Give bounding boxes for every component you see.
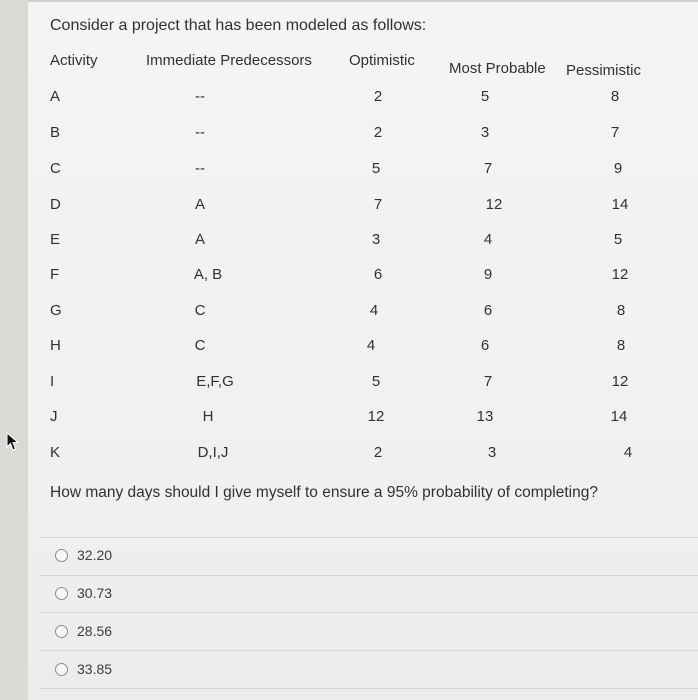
optimistic-cell: 6 xyxy=(373,266,383,283)
optimistic-cell: 2 xyxy=(373,444,383,461)
most-probable-cell: 12 xyxy=(485,196,503,213)
predecessor-cell: -- xyxy=(195,124,205,141)
option-divider xyxy=(40,537,698,538)
pessimistic-cell: 4 xyxy=(623,444,633,461)
activity-cell: F xyxy=(50,266,60,283)
pessimistic-cell: 12 xyxy=(611,373,629,390)
pessimistic-cell: 9 xyxy=(613,160,623,177)
most-probable-cell: 3 xyxy=(480,124,490,141)
option-label: 30.73 xyxy=(77,585,113,601)
optimistic-cell: 3 xyxy=(371,231,381,248)
optimistic-cell: 5 xyxy=(371,373,381,390)
option-divider xyxy=(40,650,698,651)
option-label: 33.85 xyxy=(77,661,113,677)
predecessor-cell: A xyxy=(194,196,206,213)
answer-option-3[interactable] xyxy=(55,621,112,641)
most-probable-cell: 9 xyxy=(483,266,493,283)
predecessor-cell: A, B xyxy=(193,266,223,283)
pessimistic-cell: 8 xyxy=(616,302,626,319)
activity-cell: K xyxy=(50,444,61,461)
most-probable-cell: 4 xyxy=(483,231,493,248)
activity-cell: J xyxy=(50,408,58,425)
pessimistic-cell: 12 xyxy=(611,266,629,283)
header-optimistic: Optimistic xyxy=(349,52,415,69)
mouse-pointer-icon xyxy=(6,432,20,452)
optimistic-cell: 12 xyxy=(367,408,385,425)
predecessor-cell: C xyxy=(194,302,206,319)
optimistic-cell: 2 xyxy=(373,124,383,141)
option-label: 28.56 xyxy=(77,623,113,639)
pessimistic-cell: 5 xyxy=(613,231,623,248)
predecessor-cell: -- xyxy=(195,160,205,177)
pessimistic-cell: 8 xyxy=(616,337,626,354)
option-divider xyxy=(40,575,698,576)
header-most-probable: Most Probable xyxy=(449,60,546,77)
answer-option-4[interactable] xyxy=(55,659,112,679)
option-divider xyxy=(40,612,698,613)
optimistic-cell: 4 xyxy=(369,302,379,319)
radio-button-icon[interactable] xyxy=(55,663,68,676)
answer-option-2[interactable] xyxy=(55,583,112,603)
header-predecessors: Immediate Predecessors xyxy=(146,52,312,69)
predecessor-cell: E,F,G xyxy=(196,373,234,390)
pessimistic-cell: 14 xyxy=(611,196,629,213)
activity-cell: G xyxy=(50,302,62,319)
most-probable-cell: 5 xyxy=(480,88,490,105)
top-divider xyxy=(28,0,698,2)
option-divider xyxy=(40,688,698,689)
question-card xyxy=(28,0,698,700)
header-pessimistic: Pessimistic xyxy=(566,62,642,79)
most-probable-cell: 7 xyxy=(483,373,493,390)
most-probable-cell: 13 xyxy=(476,408,494,425)
radio-button-icon[interactable] xyxy=(55,549,68,562)
most-probable-cell: 7 xyxy=(483,160,493,177)
header-activity: Activity xyxy=(50,52,98,69)
optimistic-cell: 2 xyxy=(373,88,383,105)
most-probable-cell: 3 xyxy=(487,444,497,461)
activity-cell: B xyxy=(50,124,61,141)
activity-cell: C xyxy=(50,160,61,177)
predecessor-cell: -- xyxy=(195,88,205,105)
predecessor-cell: C xyxy=(194,337,206,354)
question-prompt: How many days should I give myself to ensure a 95% probability of completing? xyxy=(50,484,598,501)
most-probable-cell: 6 xyxy=(483,302,493,319)
optimistic-cell: 4 xyxy=(366,337,376,354)
pessimistic-cell: 7 xyxy=(610,124,620,141)
activity-cell: A xyxy=(50,88,61,105)
radio-button-icon[interactable] xyxy=(55,587,68,600)
optimistic-cell: 5 xyxy=(371,160,381,177)
activity-cell: I xyxy=(50,373,55,390)
predecessor-cell: H xyxy=(202,408,214,425)
radio-button-icon[interactable] xyxy=(55,625,68,638)
predecessor-cell: D,I,J xyxy=(197,444,229,461)
activity-cell: E xyxy=(50,231,61,248)
pessimistic-cell: 14 xyxy=(610,408,628,425)
question-title: Consider a project that has been modeled as follows: xyxy=(50,17,427,34)
activity-cell: H xyxy=(50,337,61,354)
pessimistic-cell: 8 xyxy=(610,88,620,105)
option-label: 32.20 xyxy=(77,547,113,563)
most-probable-cell: 6 xyxy=(480,337,490,354)
optimistic-cell: 7 xyxy=(373,196,383,213)
answer-option-1[interactable] xyxy=(55,545,112,565)
predecessor-cell: A xyxy=(194,231,206,248)
activity-cell: D xyxy=(50,196,61,213)
